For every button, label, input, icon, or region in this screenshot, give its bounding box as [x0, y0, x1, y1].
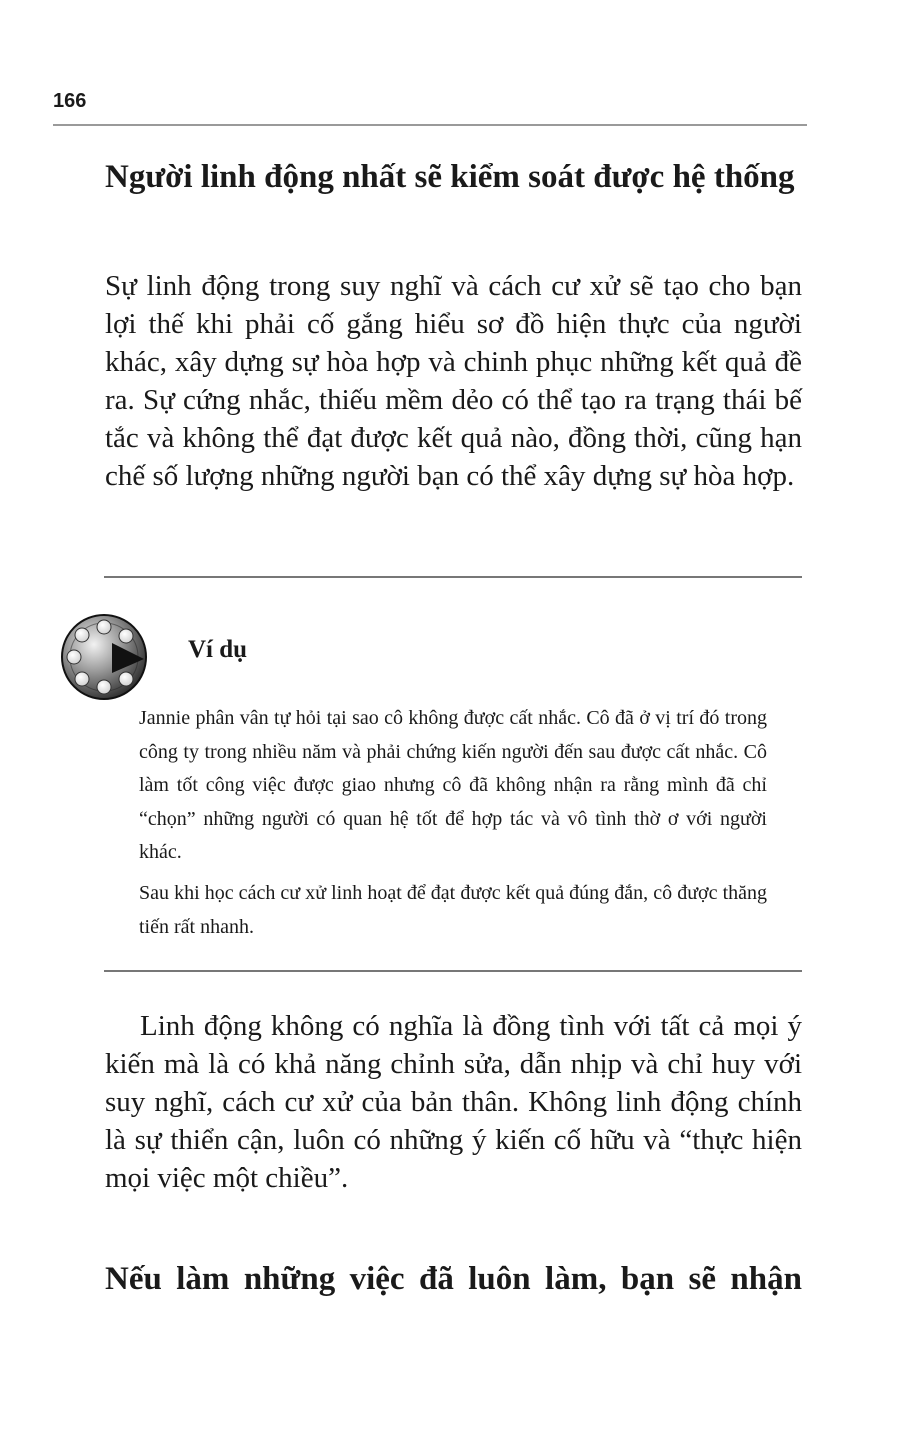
film-reel-play-icon: [60, 613, 148, 701]
page-number: 166: [53, 90, 87, 112]
example-paragraph: Sau khi học cách cư xử linh hoạt để đạt được kết quả đúng đắn, cô được thăng tiến rất nhanh.: [139, 882, 767, 938]
body-paragraph: Sự linh động trong suy nghĩ và cách cư xử sẽ tạo cho bạn lợi thế khi phải cố gắng hiểu sơ đồ hiện thực của người khác, xây dựng sự hòa hợp và chinh phục những kết quả đề ra. Sự cứng nhắc, thiếu mềm dẻo có thể tạo ra trạng thái bế tắc và không thể đạt được kết quả nào, đồng thời, cũng hạn chế số lượng những người bạn có thể xây dựng sự hòa hợp.: [105, 270, 802, 492]
section-heading: Người linh động nhất sẽ kiểm soát được hệ thống: [105, 159, 795, 195]
example-label: Ví dụ: [188, 636, 248, 663]
example-paragraph: Jannie phân vân tự hỏi tại sao cô không được cất nhắc. Cô đã ở vị trí đó trong công ty trong nhiều năm và phải chứng kiến người đến sau được cất nhắc. Cô làm tốt công việc được giao nhưng cô đã không nhận ra rằng mình đã chỉ “chọn” những người có quan hệ tốt để hợp tác và vô tình thờ ơ với người khác.: [139, 707, 767, 863]
body-paragraph: Linh động không có nghĩa là đồng tình với tất cả mọi ý kiến mà là có khả năng chỉnh sửa, dẫn nhịp và chỉ huy với suy nghĩ, cách cư xử của bản thân. Không linh động chính là sự thiển cận, luôn có những ý kiến cố hữu và “thực hiện mọi việc một chiều”.: [105, 1010, 802, 1194]
header-divider: [53, 124, 807, 126]
example-bottom-divider: [104, 970, 802, 972]
example-top-divider: [104, 576, 802, 578]
section-heading: Nếu làm những việc đã luôn làm, bạn sẽ nhận: [105, 1261, 802, 1297]
